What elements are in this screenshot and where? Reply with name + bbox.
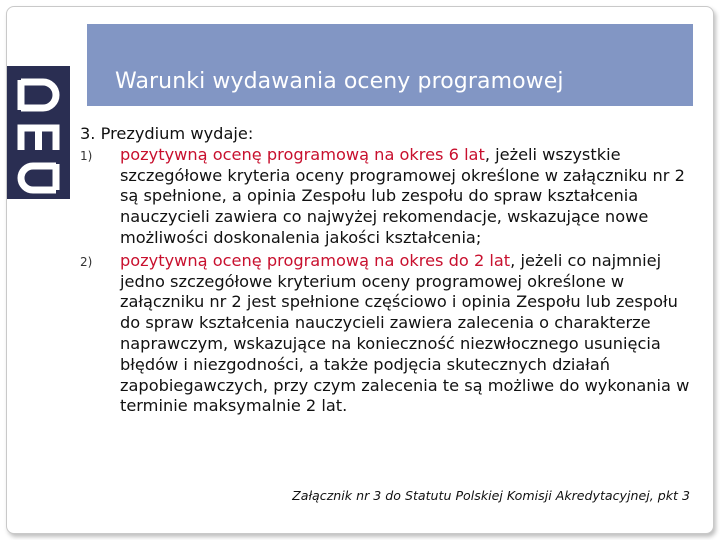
list-item <box>80 251 696 417</box>
pka-logo-icon <box>7 66 70 199</box>
slide-body <box>80 124 696 417</box>
list-item-text: , jeżeli wszystkie szczegółowe kryteria oceny programowej określone w załączniku nr 2 są spełnione, a opinia Zespołu lub zespołu do spraw kształcenia nauczycieli zawiera co najwyżej rekomendacje, wskazujące nowe możliwości doskonalenia jakości kształcenia; <box>120 144 685 247</box>
title-banner <box>87 24 693 106</box>
slide-title: Warunki wydawania oceny programowej <box>115 69 564 94</box>
list-item-highlight: pozytywną ocenę programową na okres do 2 lat <box>120 250 511 270</box>
source-footnote: Załącznik nr 3 do Statutu Polskiej Komisji Akredytacyjnej, pkt 3 <box>292 488 690 503</box>
list-item-number: 1) <box>80 148 93 163</box>
intro-line: 3. Prezydium wydaje: <box>80 124 254 143</box>
list-item-highlight: pozytywną ocenę programową na okres 6 lat <box>120 144 485 164</box>
list-item <box>80 145 696 249</box>
list-item-text: , jeżeli co najmniej jedno szczegółowe kryterium oceny programowej określone w załączniku nr 2 jest spełnione częściowo i opinia Zespołu lub zespołu do spraw kształcenia nauczycieli zawiera zalecenia o charakterze naprawczym, wskazujące na konieczność niezwłocznego usunięcia błędów i niezgodności, a także podjęcia skutecznych działań zapobiegawczych, przy czym zalecenia te są możliwe do wykonania w terminie maksymalnie 2 lat. <box>120 250 690 416</box>
pka-logo-graphic <box>7 66 70 199</box>
list-item-number: 2) <box>80 254 93 269</box>
